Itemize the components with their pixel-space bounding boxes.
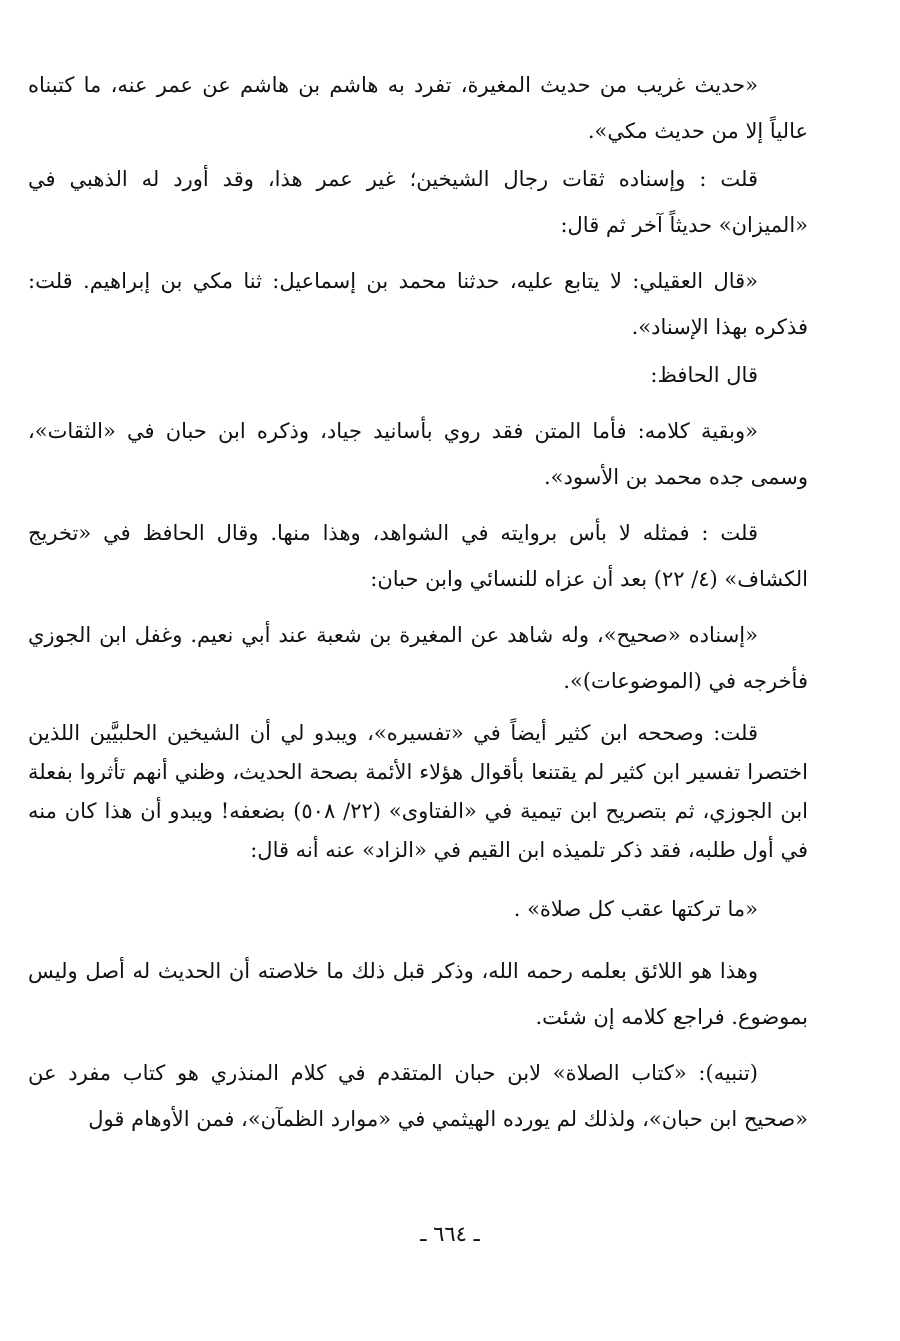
paragraph-hadith-quote: «حديث غريب من حديث المغيرة، تفرد به هاشم بن هاشم عن عمر عنه، ما كتبناه عالياً إلا من حديث مكي». [28,73,808,143]
paragraph-remaining-words: «وبقية كلامه: فأما المتن فقد روي بأسانيد جياد، وذكره ابن حبان في «الثقات»، وسمى جده محمد بن الأسود». [28,419,808,489]
paragraph-shawahid: قلت : فمثله لا بأس بروايته في الشواهد، وهذا منها. وقال الحافظ في «تخريج الكشاف» (٤/ ٢٢) بعد أن عزاه للنسائي وابن حبان: [28,521,808,591]
paragraph-isnad-sahih: «إسناده «صحيح»، وله شاهد عن المغيرة بن شعبة عند أبي نعيم. وغفل ابن الجوزي فأخرجه في (الموضوعات)». [28,623,808,693]
page-number: ـ ٦٦٤ ـ [420,1222,480,1246]
paragraph-uqayli-quote: «قال العقيلي: لا يتابع عليه، حدثنا محمد بن إسماعيل: ثنا مكي بن إبراهيم. قلت: فذكره بهذا الإسناد». [28,269,808,339]
paragraph-ibn-kathir: قلت: وصححه ابن كثير أيضاً في «تفسيره»، ويبدو لي أن الشيخين الحلبيَّين اللذين اختصرا تفسير ابن كثير لم يقتنعا بأقوال هؤلاء الأئمة بصحة الحديث، وظني أنهم تأثروا بفعلة ابن الجوزي، ثم بتصريح ابن تيمية في «الفتاوى» (٢٢/ ٥٠٨) بضعفه! ويبدو أن هذا كان منه في أول طلبه، فقد ذكر تلميذه ابن القيم في «الزاد» عنه أنه قال: [28,721,808,862]
paragraph-hafiz-said: قال الحافظ: [650,363,758,387]
paragraph-ibn-qayyim-conclusion: وهذا هو اللائق بعلمه رحمه الله، وذكر قبل ذلك ما خلاصته أن الحديث له أصل وليس بموضوع. فراجع كلامه إن شئت. [28,959,808,1029]
paragraph-after-every-prayer: «ما تركتها عقب كل صلاة» . [513,897,758,921]
paragraph-tanbih-note: (تنبيه): «كتاب الصلاة» لابن حبان المتقدم في كلام المنذري هو كتاب مفرد عن «صحيح ابن حبان»، ولذلك لم يورده الهيثمي في «موارد الظمآن»، فمن الأوهام قول [28,1061,808,1131]
paragraph-isnad-comment: قلت : وإسناده ثقات رجال الشيخين؛ غير عمر هذا، وقد أورد له الذهبي في «الميزان» حديثاً آخر ثم قال: [28,167,808,237]
page-body [28,62,808,1142]
